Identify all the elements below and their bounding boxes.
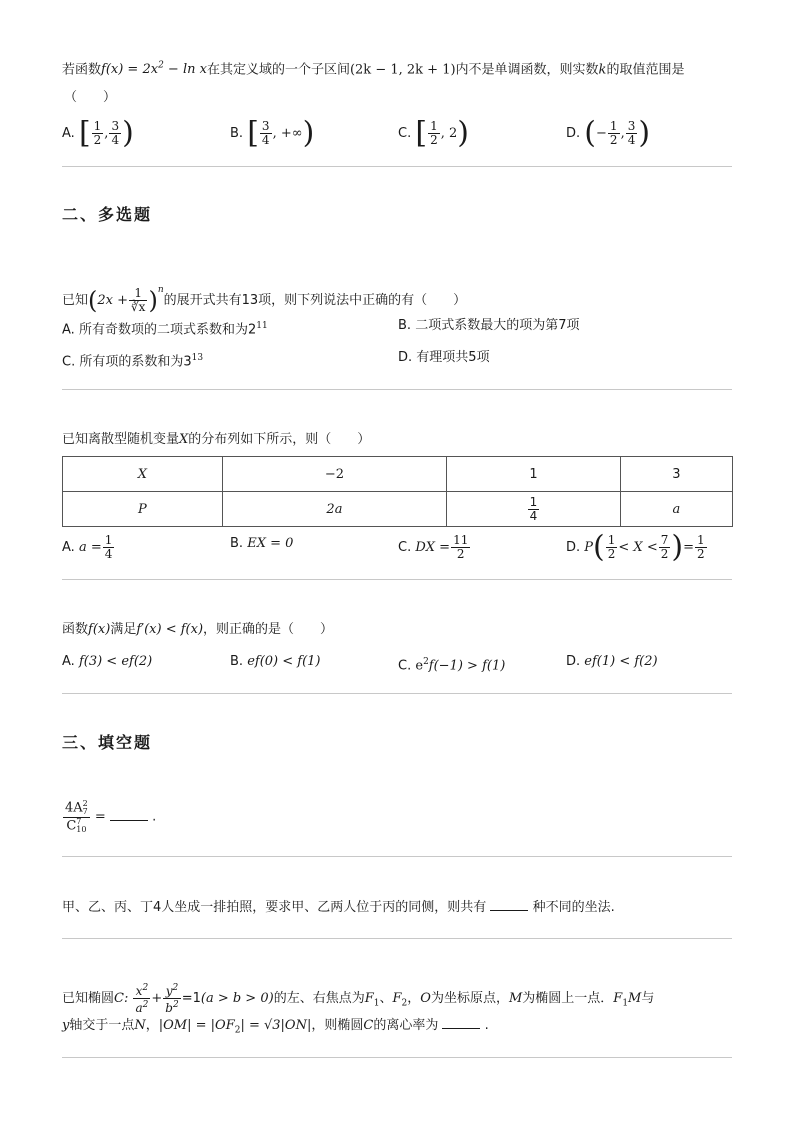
q3-option-c[interactable]: C. DX = $\frac{11}{2}$ [398, 533, 469, 561]
distribution-table [62, 456, 733, 527]
answer-blank[interactable] [442, 1016, 480, 1029]
q2-option-c[interactable]: C. 所有项的系数和为$3^{13}$ [62, 353, 204, 370]
divider [62, 166, 732, 167]
q4-stem: 函数f(x)满足f′(x) < f(x)，则正确的是（ ） [62, 622, 334, 637]
table-cell: 1 [447, 457, 621, 492]
q1-option-a[interactable]: A. [ $\frac{1}{2}$ , $\frac{3}{4}$ ) [62, 115, 134, 151]
table-cell: a [620, 492, 732, 527]
divider [62, 579, 732, 580]
table-cell: −2 [222, 457, 446, 492]
q1-stem [62, 56, 684, 80]
q1-stem-end: 的取值范围是 [606, 62, 685, 78]
q2-option-d[interactable]: D. 有理项共5项 [398, 350, 490, 365]
q1-stem-post: 内不是单调函数，则实数 [455, 62, 599, 78]
q3-option-a[interactable]: A. a = $\frac{1}{4}$ [62, 533, 113, 561]
q1-stem-mid: 在其定义域的一个子区间 [206, 62, 350, 78]
table-row [63, 457, 733, 492]
q7-stem-line1: 已知椭圆C: $\frac{x^2}{a^2}$ + $\frac{y^2}{b^2}$ =1(a > b > 0)的左、右焦点为$F_1$、$F_2$，O为坐标原点，M为椭圆上一点．$F_1M$与 [62, 983, 655, 1015]
q5-expression: 4A 2 7 C 7 10 = . [65, 799, 157, 834]
answer-blank[interactable] [490, 898, 528, 911]
answer-blank[interactable] [110, 808, 148, 821]
q4-option-c[interactable]: C. $e^2f(-1) > f(1)$ [398, 657, 506, 674]
table-row [63, 492, 733, 527]
divider [62, 856, 732, 857]
q6-stem: 甲、乙、丙、丁4人坐成一排拍照，要求甲、乙两人位于丙的同侧，则共有 种不同的坐法. [62, 900, 615, 915]
divider [62, 938, 732, 939]
section-heading-fill-in: 三、填空题 [62, 733, 153, 752]
q2-option-b[interactable]: B. 二项式系数最大的项为第7项 [398, 318, 580, 333]
table-cell: X [63, 457, 223, 492]
q1-stem-pre: 若函数 [62, 62, 102, 78]
section-heading-multiple-choice: 二、多选题 [62, 205, 153, 224]
q1-function: $f(x) = 2x^2 - \ln x$ [101, 61, 207, 78]
q1-answer-paren: （ ） [64, 90, 117, 105]
table-cell: 2a [222, 492, 446, 527]
q4-option-d[interactable]: D. ef(1) < f(2) [566, 654, 658, 669]
q1-option-c[interactable]: C. [ $\frac{1}{2}$ , 2) [398, 115, 469, 151]
q1-k: k [598, 62, 607, 78]
q4-option-b[interactable]: B. ef(0) < f(1) [230, 654, 321, 669]
q4-option-a[interactable]: A. f(3) < ef(2) [62, 654, 153, 669]
divider [62, 389, 732, 390]
q2-option-a[interactable]: A. 所有奇数项的二项式系数和为$2^{11}$ [62, 321, 268, 338]
q2-stem: 已知(2x + $\frac{1}{∛x}$ )$^n$的展开式共有13项，则下列说法中正确的有（ ） [62, 285, 467, 315]
divider [62, 1057, 732, 1058]
q1-option-b[interactable]: B. [ $\frac{3}{4}$ , +∞) [230, 115, 315, 151]
divider [62, 693, 732, 694]
q3-option-b[interactable]: B. EX = 0 [230, 536, 294, 551]
q7-stem-line2: y轴交于一点N，$|OM| = |OF_2| = √3|ON|$，则椭圆C的离心率为 . [62, 1018, 489, 1036]
q3-stem: 已知离散型随机变量X的分布列如下所示，则（ ） [62, 432, 371, 447]
q1-option-d[interactable]: D. (− $\frac{1}{2}$ , $\frac{3}{4}$ ) [566, 115, 651, 151]
q3-option-d[interactable]: D. P( $\frac{1}{2}$ < X < $\frac{7}{2}$ )= $\frac{1}{2}$ [566, 529, 705, 565]
table-cell: P [63, 492, 223, 527]
q1-interval: (2k − 1, 2k + 1) [349, 62, 456, 78]
table-cell: $\frac{1}{4}$ [447, 492, 621, 527]
table-cell: 3 [620, 457, 732, 492]
